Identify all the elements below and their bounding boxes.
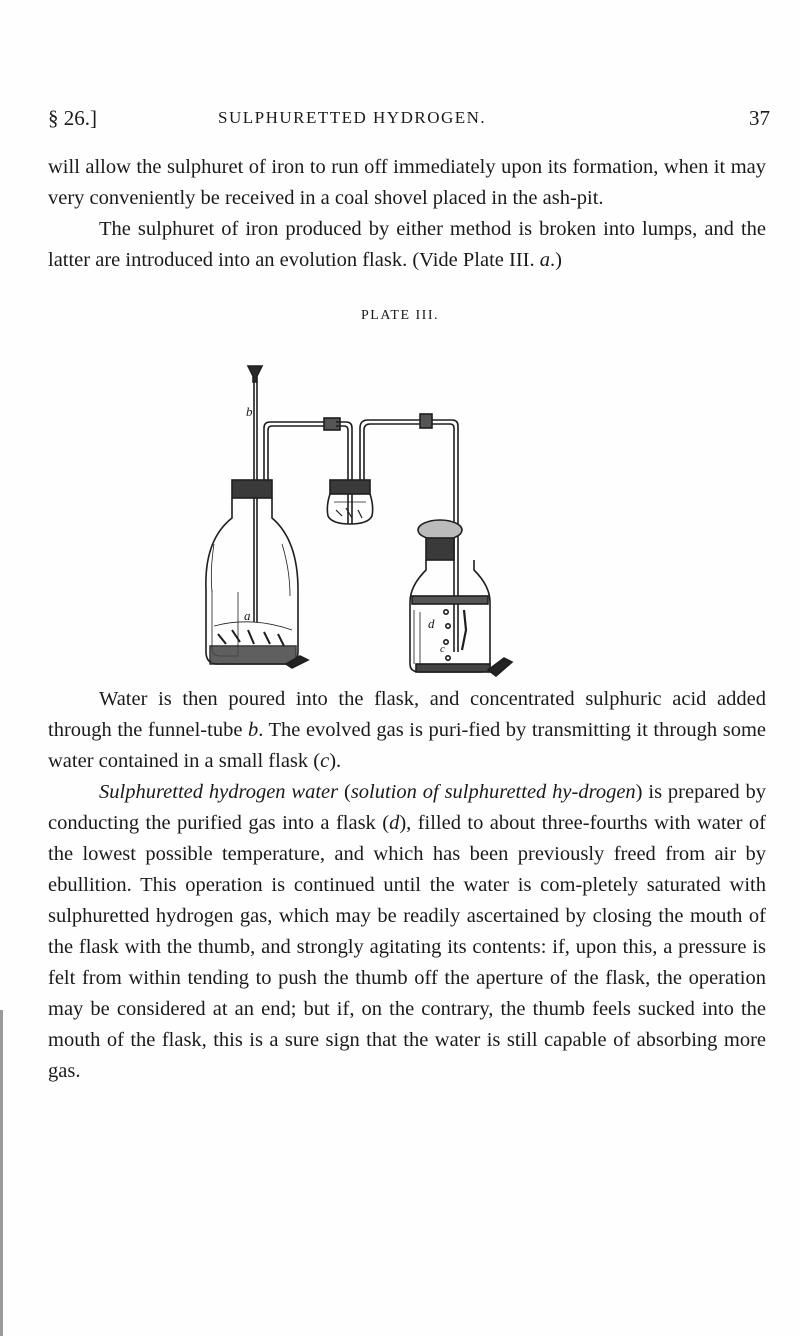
paragraph-text: The sulphuret of iron produced by either method is broken into lumps, and the latter are introduced into an evolution flask. (Vide Plate III. xyxy=(48,218,766,271)
paren-open: ( xyxy=(338,781,351,803)
section-reference: § 26.] xyxy=(48,106,97,130)
scan-edge-shadow xyxy=(0,1010,3,1336)
paragraph-text-mid: . The evolved gas is puri-fied by transmitting it through some water contained in a small flask ( xyxy=(48,719,766,772)
plate-caption: PLATE III. xyxy=(361,308,439,323)
paragraph-text-end: ). xyxy=(329,750,342,772)
term-sulphuretted-hydrogen-water: Sulphuretted hydrogen water xyxy=(99,781,339,803)
paragraph-text-end: ), filled to about three-fourths with water of the lowest possible temperature, and which has been previously freed from air by ebullition. This operation is continued until the water is com-pletely saturated with sulphuretted hydrogen gas, which may be readily ascertained by closing the mouth of the flask with the thumb, and strongly agitating its contents: if, upon this, a pressure is felt from within tending to push the thumb off the aperture of the flask, the operation may be considered at an end; but if, on the contrary, the thumb feels sucked into the mouth of the flask, this is a sure sign that the water is still capable of absorbing more gas. xyxy=(48,812,766,1082)
receiving-flask-d xyxy=(410,520,512,676)
figure-ref-a: a xyxy=(539,249,550,271)
paragraph-sulphuret-lumps xyxy=(48,214,766,276)
text-block-top xyxy=(48,152,766,276)
text-block-bottom xyxy=(48,684,766,1087)
label-a: a xyxy=(244,608,251,623)
label-d: d xyxy=(428,616,435,631)
label-b: b xyxy=(246,404,253,419)
paragraph-text: ) is prepared by conducting the purified gas into a flask ( xyxy=(48,781,766,834)
delivery-tube-a-to-c xyxy=(264,418,352,524)
paragraph-continued: will allow the sulphuret of iron to run off immediately upon its formation, when it may very conveniently be received in a coal shovel placed in the ash-pit. xyxy=(48,156,766,209)
label-c: c xyxy=(440,643,445,655)
paragraph-purification xyxy=(48,684,766,777)
wash-flask-c xyxy=(327,480,372,524)
running-title: SULPHURETTED HYDROGEN. xyxy=(218,108,487,127)
running-head xyxy=(0,106,800,136)
paragraph-text-end: .) xyxy=(550,249,562,271)
paragraph-text: Water is then poured into the flask, and concentrated sulphuric acid added through the funnel-tube xyxy=(48,688,766,741)
plate-iii-apparatus-illustration xyxy=(196,330,526,680)
paragraph-hydrogen-water xyxy=(48,777,766,1087)
page-number: 37 xyxy=(749,106,770,130)
term-gloss: solution of sulphuretted hy-drogen xyxy=(350,781,636,803)
figure-ref-b: b xyxy=(247,719,259,741)
figure-ref-d: d xyxy=(389,812,400,834)
figure-ref-c: c xyxy=(320,750,330,772)
